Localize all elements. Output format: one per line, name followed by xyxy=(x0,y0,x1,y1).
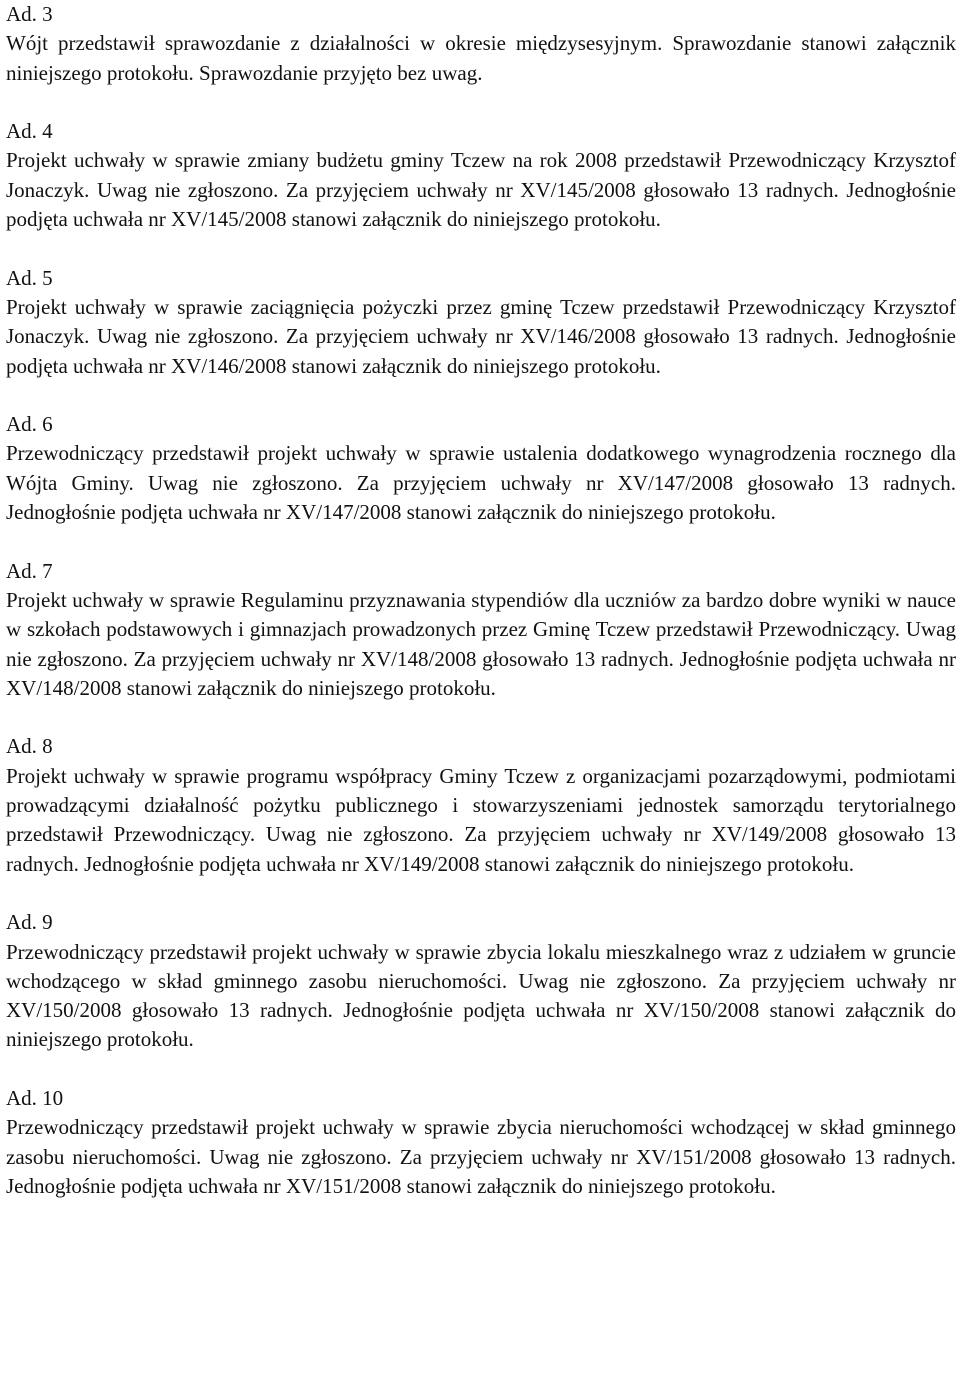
agenda-item-10 xyxy=(6,1084,956,1201)
agenda-item-heading: Ad. 5 xyxy=(6,265,53,290)
agenda-item-heading: Ad. 9 xyxy=(6,910,53,935)
agenda-item-text: Przewodniczący przedstawił projekt uchwały w sprawie ustalenia dodatkowego wynagrodzenia rocznego dla Wójta Gminy. Uwag nie zgłoszono. Za przyjęciem uchwały nr XV/147/2008 głosowało 13 radnych. Jednogłośnie podjęta uchwała nr XV/147/2008 stanowi załącznik do niniejszego protokołu. xyxy=(6,441,956,525)
agenda-item-text: Projekt uchwały w sprawie zaciągnięcia pożyczki przez gminę Tczew przedstawił Przewodniczący Krzysztof Jonaczyk. Uwag nie zgłoszono. Za przyjęciem uchwały nr XV/146/2008 głosowało 13 radnych. Jednogłośnie podjęta uchwała nr XV/146/2008 stanowi załącznik do niniejszego protokołu. xyxy=(6,294,956,378)
agenda-item-text: Przewodniczący przedstawił projekt uchwały w sprawie zbycia lokalu mieszkalnego wraz z udziałem w gruncie wchodzącego w skład gminnego zasobu nieruchomości. Uwag nie zgłoszono. Za przyjęciem uchwały nr XV/150/2008 głosowało 13 radnych. Jednogłośnie podjęta uchwała nr XV/150/2008 stanowi załącznik do niniejszego protokołu. xyxy=(6,939,956,1052)
agenda-item-text: Projekt uchwały w sprawie Regulaminu przyznawania stypendiów dla uczniów za bardzo dobre wyniki w nauce w szkołach podstawowych i gimnazjach prowadzonych przez Gminę Tczew przedstawił Przewodniczący. Uwag nie zgłoszono. Za przyjęciem uchwały nr XV/148/2008 głosowało 13 radnych. Jednogłośnie podjęta uchwała nr XV/148/2008 stanowi załącznik do niniejszego protokołu. xyxy=(6,587,956,700)
agenda-item-text: Projekt uchwały w sprawie zmiany budżetu gminy Tczew na rok 2008 przedstawił Przewodniczący Krzysztof Jonaczyk. Uwag nie zgłoszono. Za przyjęciem uchwały nr XV/145/2008 głosowało 13 radnych. Jednogłośnie podjęta uchwała nr XV/145/2008 stanowi załącznik do niniejszego protokołu. xyxy=(6,148,956,232)
agenda-item-3 xyxy=(6,0,956,88)
agenda-item-heading: Ad. 3 xyxy=(6,2,53,26)
agenda-item-6 xyxy=(6,410,956,527)
document-page xyxy=(6,0,956,1230)
agenda-item-heading: Ad. 8 xyxy=(6,734,53,759)
agenda-item-5 xyxy=(6,264,956,381)
agenda-item-text: Wójt przedstawił sprawozdanie z działalności w okresie międzysesyjnym. Sprawozdanie stanowi załącznik niniejszego protokołu. Sprawozdanie przyjęto bez uwag. xyxy=(6,31,956,85)
agenda-item-heading: Ad. 7 xyxy=(6,558,53,583)
agenda-item-7 xyxy=(6,557,956,703)
agenda-item-9 xyxy=(6,908,956,1054)
agenda-item-heading: Ad. 10 xyxy=(6,1085,64,1110)
agenda-item-text: Projekt uchwały w sprawie programu współpracy Gminy Tczew z organizacjami pozarządowymi, podmiotami prowadzącymi działalność pożytku publicznego i stowarzyszeniami jednostek samorządu terytorialnego przedstawił Przewodniczący. Uwag nie zgłoszono. Za przyjęciem uchwały nr XV/149/2008 głosowało 13 radnych. Jednogłośnie podjęta uchwała nr XV/149/2008 stanowi załącznik do niniejszego protokołu. xyxy=(6,763,956,876)
agenda-item-text: Przewodniczący przedstawił projekt uchwały w sprawie zbycia nieruchomości wchodzącej w skład gminnego zasobu nieruchomości. Uwag nie zgłoszono. Za przyjęciem uchwały nr XV/151/2008 głosowało 13 radnych. Jednogłośnie podjęta uchwała nr XV/151/2008 stanowi załącznik do niniejszego protokołu. xyxy=(6,1115,956,1198)
agenda-item-8 xyxy=(6,732,956,878)
agenda-item-heading: Ad. 6 xyxy=(6,412,53,437)
agenda-item-heading: Ad. 4 xyxy=(6,119,53,144)
agenda-item-4 xyxy=(6,117,956,234)
